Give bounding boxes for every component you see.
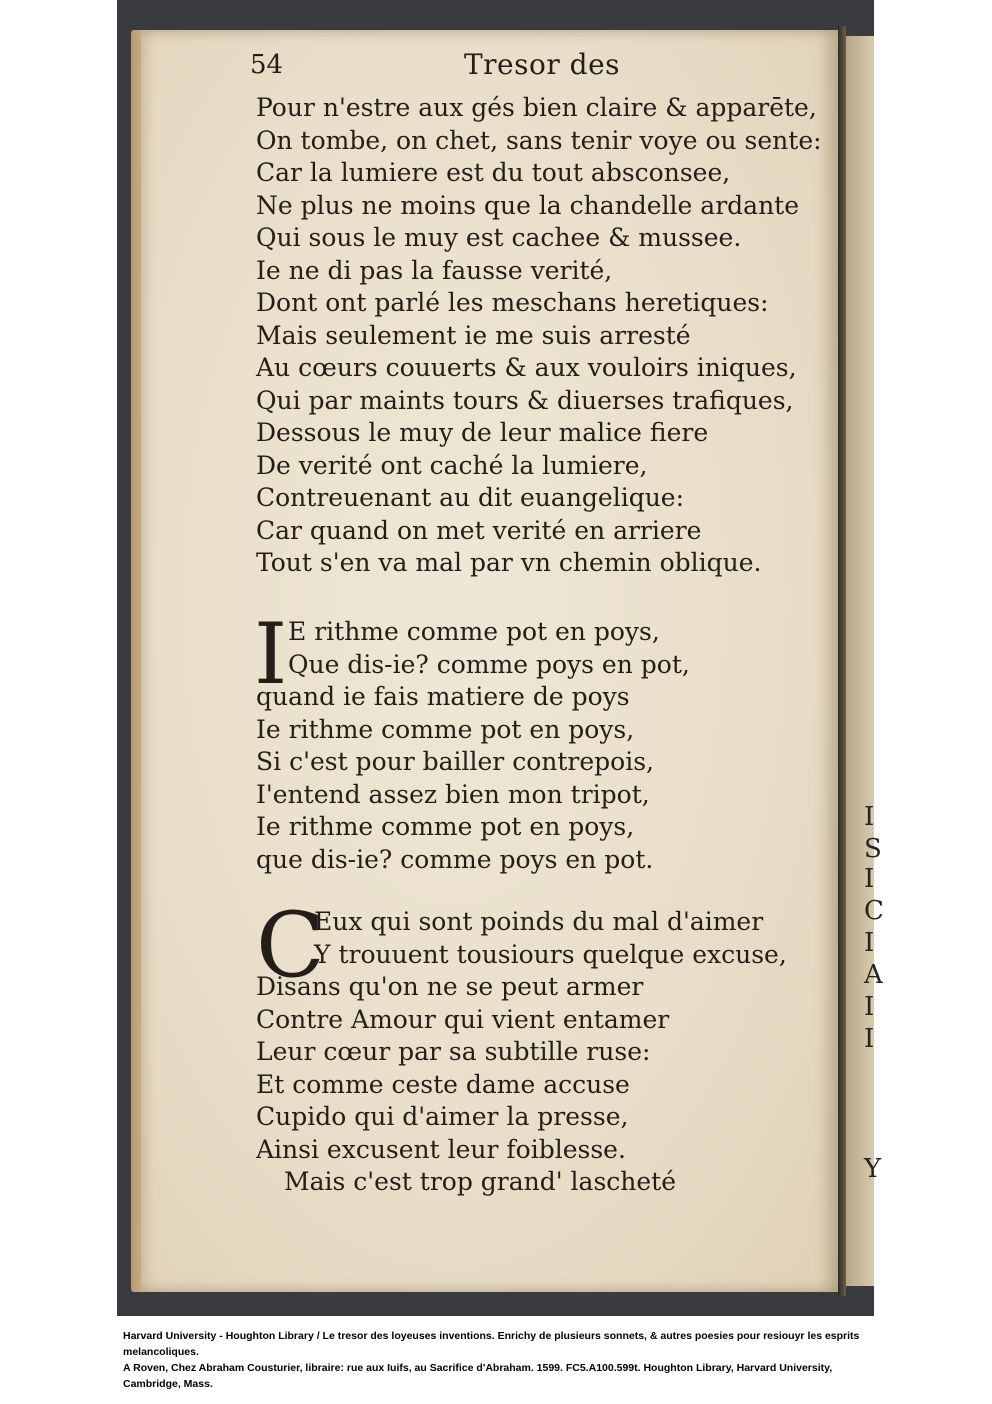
- verse-line: Ne plus ne moins que la chandelle ardante: [256, 190, 800, 220]
- caption-line: Harvard University - Houghton Library / Le tresor des loyeuses inventions. Enrichy de plusieurs sonnets, & autres poesies pour resiouyr les esprits melancoliques.: [123, 1330, 860, 1358]
- verse-line: Ainsi excusent leur foiblesse.: [256, 1134, 626, 1164]
- verse-line: Qui sous le muy est cachee & mussee.: [256, 223, 742, 252]
- adjacent-page-fragment: S: [864, 834, 882, 864]
- verse-line: Car quand on met verité en arriere: [256, 515, 702, 545]
- verse-line: Car la lumiere est du tout absconsee,: [256, 158, 731, 187]
- page-number: 54: [250, 50, 284, 80]
- verse-line: Mais c'est trop grand' lascheté: [284, 1167, 677, 1196]
- verse-line: Au cœurs couuerts & aux vouloirs iniques,: [256, 353, 797, 382]
- adjacent-page-fragment: C: [864, 896, 884, 926]
- verse-line: De verité ont caché la lumiere,: [256, 450, 648, 480]
- verse-line: quand ie fais matiere de poys: [256, 682, 630, 711]
- drop-capital: I: [254, 605, 288, 703]
- verse-line: Disans qu'on ne se peut armer: [256, 972, 644, 1001]
- drop-capital: C: [256, 893, 325, 998]
- adjacent-page-fragment: I: [864, 864, 875, 894]
- verse-line: Si c'est pour bailler contrepois,: [256, 747, 654, 776]
- verse-line: I'entend assez bien mon tripot,: [256, 779, 650, 809]
- verse-line: Mais seulement ie me suis arresté: [256, 320, 691, 350]
- poem-1: [256, 92, 822, 580]
- verse-line: Leur cœur par sa subtille ruse:: [256, 1037, 651, 1066]
- adjacent-page-fragment: I: [864, 1024, 875, 1054]
- adjacent-page: [846, 36, 884, 1286]
- verse-line: Dessous le muy de leur malice fiere: [256, 418, 709, 447]
- verse-line: On tombe, on chet, sans tenir voye ou sente:: [256, 125, 822, 155]
- verse-line: E rithme comme pot en poys,: [288, 617, 660, 646]
- adjacent-page-fragment: I: [864, 928, 875, 958]
- poem-3: [256, 893, 787, 1199]
- caption-line: A Roven, Chez Abraham Cousturier, libraire: rue aux Iuifs, au Sacrifice d'Abraham. 1599. FC5.A100.599t. Houghton Library, Harvard University, Cambridge, Mass.: [123, 1362, 833, 1390]
- verse-line: Cupido qui d'aimer la presse,: [256, 1102, 629, 1131]
- adjacent-page-fragment: A: [864, 960, 883, 990]
- adjacent-page-fragment: I: [864, 992, 875, 1022]
- verse-line: Eux qui sont poinds du mal d'aimer: [314, 907, 764, 936]
- verse-line: Que dis-ie? comme poys en pot,: [288, 649, 690, 679]
- poem-2: [256, 616, 690, 876]
- running-title: Tresor des: [464, 48, 621, 81]
- verse-line: Et comme ceste dame accuse: [256, 1069, 630, 1099]
- page-header: [250, 42, 810, 88]
- verse-line: Tout s'en va mal par vn chemin oblique.: [256, 548, 762, 577]
- verse-line: Y trouuent tousiours quelque excuse,: [314, 939, 787, 969]
- verse-line: Ie rithme comme pot en poys,: [256, 714, 635, 744]
- adjacent-page-fragment: I: [864, 802, 875, 832]
- library-caption: [123, 1328, 883, 1392]
- adjacent-page-fragment: Y: [864, 1154, 882, 1184]
- verse-line: Pour n'estre aux gés bien claire & apparēte,: [256, 93, 817, 122]
- verse-line: Ie rithme comme pot en poys,: [256, 812, 635, 841]
- verse-line: Contreuenant au dit euangelique:: [256, 483, 685, 512]
- verse-line: que dis-ie? comme poys en pot.: [256, 844, 654, 874]
- verse-line: Dont ont parlé les meschans heretiques:: [256, 288, 769, 317]
- verse-line: Contre Amour qui vient entamer: [256, 1004, 670, 1034]
- verse-line: Ie ne di pas la fausse verité,: [256, 255, 613, 285]
- book-gutter: [838, 26, 846, 1296]
- verse-line: Qui par maints tours & diuerses trafiques,: [256, 385, 794, 415]
